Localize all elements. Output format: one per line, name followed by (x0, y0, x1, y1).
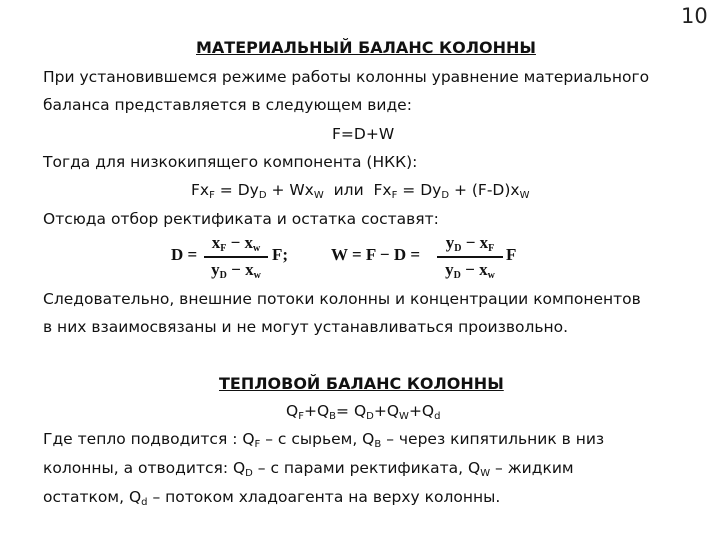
heat-line-1: Где тепло подводится : $Q_F$ – с сырьем, $Q_B$ – через кипятильник в низ (43, 430, 605, 450)
material-balance-equation: F=D+W (332, 125, 395, 143)
formula-w-lhs: W = F − D = (331, 245, 421, 264)
conclusion-line-1: Следовательно, внешние потоки колонны и концентрации компонентов (43, 290, 641, 308)
heat-line-2: колонны, а отводится: $Q_D$ – с парами ректификата, $Q_W$ – жидким (43, 459, 574, 479)
heat-balance-title: ТЕПЛОВОЙ БАЛАНС КОЛОННЫ (219, 374, 504, 393)
formula-d-rhs: F; (272, 245, 289, 264)
conclusion-line-2: в них взаимосвязаны и не могут устанавливаться произвольно. (43, 318, 569, 336)
formula-residue (331, 233, 531, 283)
intro-line-2: баланса представляется в следующем виде: (43, 96, 412, 114)
intro-line-1: При установившемся режиме работы колонны уравнение материального (43, 68, 650, 86)
withdrawal-text: Отсюда отбор ректификата и остатка составят: (43, 210, 439, 228)
formula-d-fraction: $x_F - x_w$ $y_D - x_w$ (204, 233, 268, 283)
nkk-text: Тогда для низкокипящего компонента (НКК): (43, 153, 418, 171)
formula-w-fraction: $y_D - x_F$ $y_D - x_w$ (437, 233, 503, 283)
formula-w-rhs: F (506, 245, 517, 264)
nkk-equation: $Fx_F = Dy_D + Wx_W$ или $Fx_F = Dy_D + (F-D)x_W$ (191, 181, 530, 201)
formula-d-lhs: D = (171, 245, 198, 264)
formula-distillate (171, 233, 301, 283)
heat-line-3: остатком, $Q_d$ – потоком хладоагента на верху колонны. (43, 488, 501, 508)
page-number: 10 (681, 4, 708, 28)
material-balance-title: МАТЕРИАЛЬНЫЙ БАЛАНС КОЛОННЫ (196, 38, 536, 57)
heat-balance-equation: $Q_F+Q_B= Q_D+Q_W+Q_d$ (286, 402, 441, 422)
